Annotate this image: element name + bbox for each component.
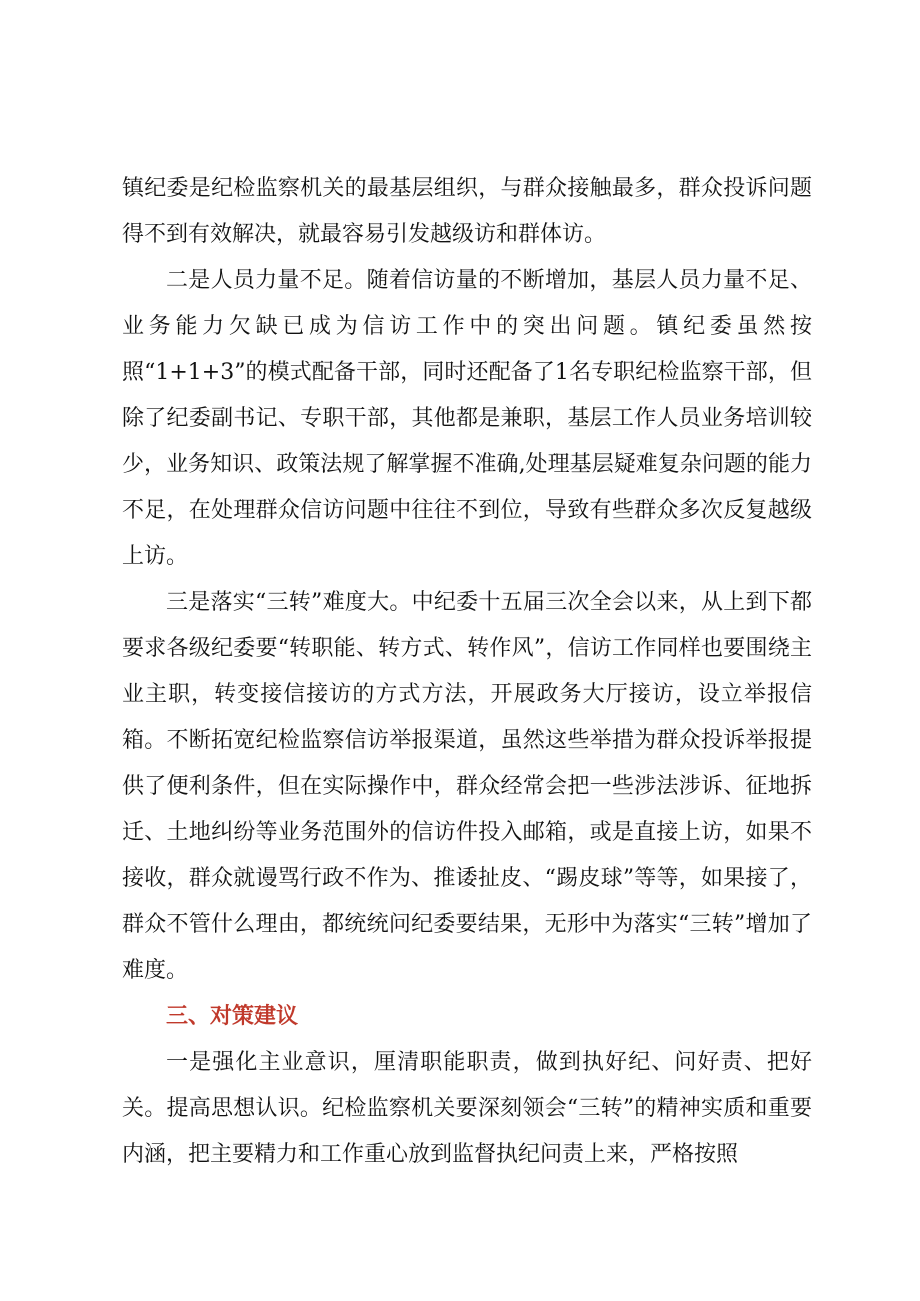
section-heading: 三、对策建议 — [166, 1004, 299, 1029]
paragraph-continuation: 镇纪委是纪检监察机关的最基层组织，与群众接触最多，群众投诉问题得不到有效解决，就最容易引发越级访和群体访。 — [122, 176, 812, 247]
paragraph-staffing: 二是人员力量不足。随着信访量的不断增加，基层人员力量不足、业务能力欠缺已成为信访工作中的突出问题。镇纪委虽然按照“1+1+3”的模式配备干部，同时还配备了1名专职纪检监察干部，但除了纪委副书记、专职干部，其他都是兼职，基层工作人员业务培训较少，业务知识、政策法规了解掌握不准确,处理基层疑难复杂问题的能力不足，在处理群众信访问题中往往不到位，导致有些群众多次反复越级上访。 — [122, 268, 812, 569]
paragraph-three-transformations: 三是落实“三转”难度大。中纪委十五届三次全会以来，从上到下都要求各级纪委要“转职能、转方式、转作风”，信访工作同样也要围绕主业主职，转变接信接访的方式方法，开展政务大厅接访，设立举报信箱。不断拓宽纪检监察信访举报渠道，虽然这些举措为群众投诉举报提供了便利条件，但在实际操作中，群众经常会把一些涉法涉诉、征地拆迁、土地纠纷等业务范围外的信访件投入邮箱，或是直接上访，如果不接收，群众就谩骂行政不作为、推诿扯皮、“踢皮球”等等，如果接了，群众不管什么理由，都统统问纪委要结果，无形中为落实“三转”增加了难度。 — [122, 590, 812, 983]
paragraph-countermeasure: 一是强化主业意识，厘清职能职责，做到执好纪、问好责、把好关。提高思想认识。纪检监察机关要深刻领会“三转”的精神实质和重要内涵，把主要精力和工作重心放到监督执纪问责上来，严格按照 — [122, 1050, 812, 1167]
document-body — [122, 166, 812, 1178]
